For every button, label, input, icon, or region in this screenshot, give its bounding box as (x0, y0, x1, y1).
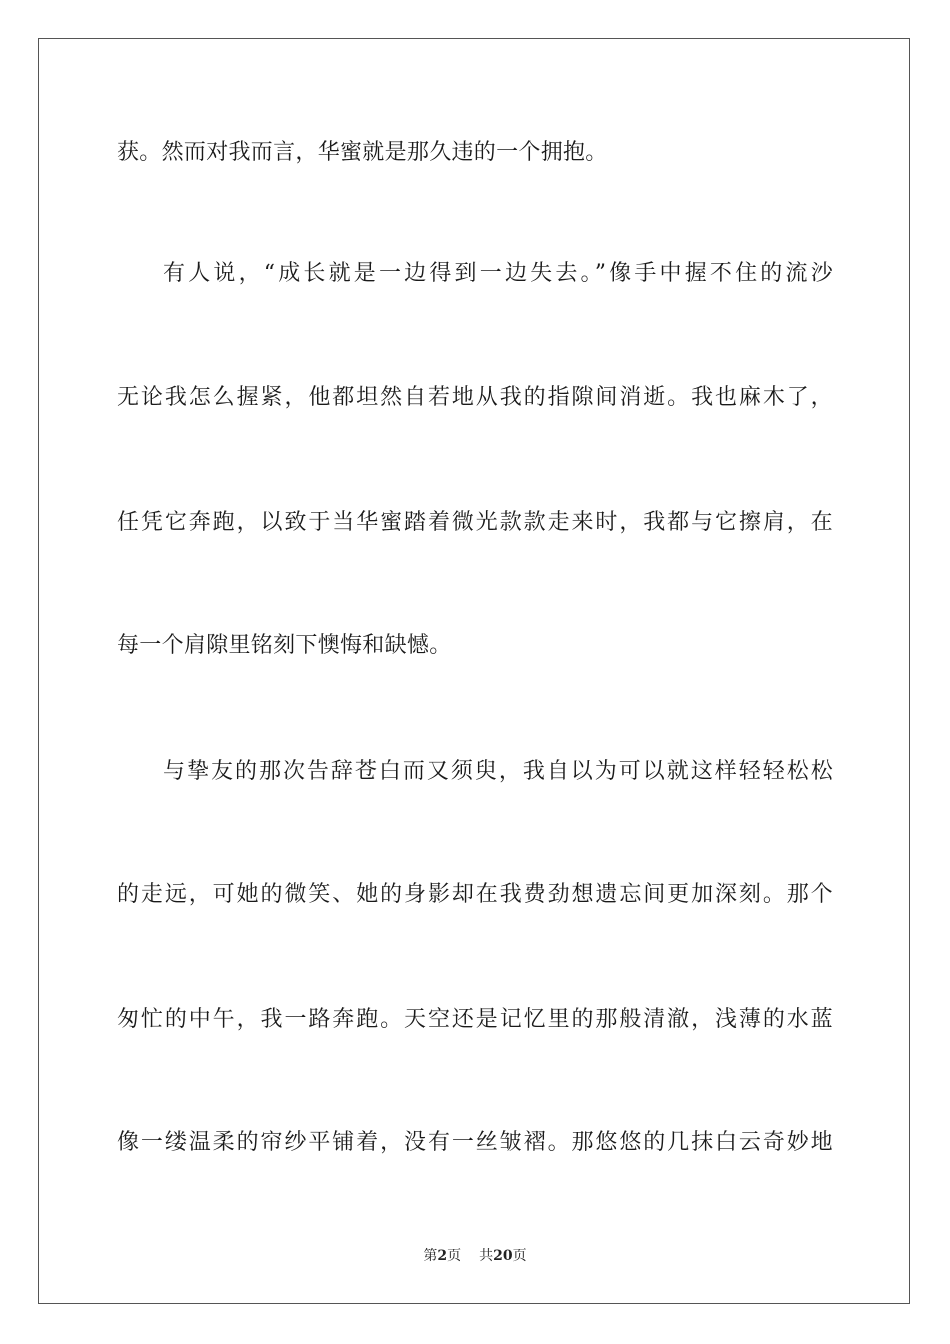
text-line-1: 获。然而对我而言，华蜜就是那久违的一个拥抱。 (117, 140, 608, 165)
text-line-4: 任凭它奔跑，以致于当华蜜踏着微光款款走来时，我都与它擦肩，在 (117, 510, 833, 535)
page-border (38, 38, 910, 1304)
page-suffix: 页 (447, 1248, 462, 1264)
total-pages: 20 (493, 1248, 513, 1264)
text-line-6: 与挚友的那次告辞苍白而又须臾，我自以为可以就这样轻轻松松 (163, 759, 833, 784)
total-prefix: 共 (479, 1248, 494, 1264)
text-line-3: 无论我怎么握紧，他都坦然自若地从我的指隙间消逝。我也麻木了， (117, 385, 833, 410)
page-footer (0, 1246, 950, 1266)
text-line-8: 匆忙的中午，我一路奔跑。天空还是记忆里的那般清澈，浅薄的水蓝 (117, 1007, 833, 1032)
text-line-9: 像一缕温柔的帘纱平铺着，没有一丝皱褶。那悠悠的几抹白云奇妙地 (117, 1130, 833, 1155)
text-line-7: 的走远，可她的微笑、她的身影却在我费劲想遗忘间更加深刻。那个 (117, 882, 833, 907)
page-number: 2 (437, 1248, 448, 1264)
text-line-5: 每一个肩隙里铭刻下懊悔和缺憾。 (117, 633, 452, 658)
text-line-2: 有人说，“成长就是一边得到一边失去。”像手中握不住的流沙 (163, 261, 833, 286)
total-suffix: 页 (512, 1248, 527, 1264)
page-prefix: 第 (423, 1248, 438, 1264)
